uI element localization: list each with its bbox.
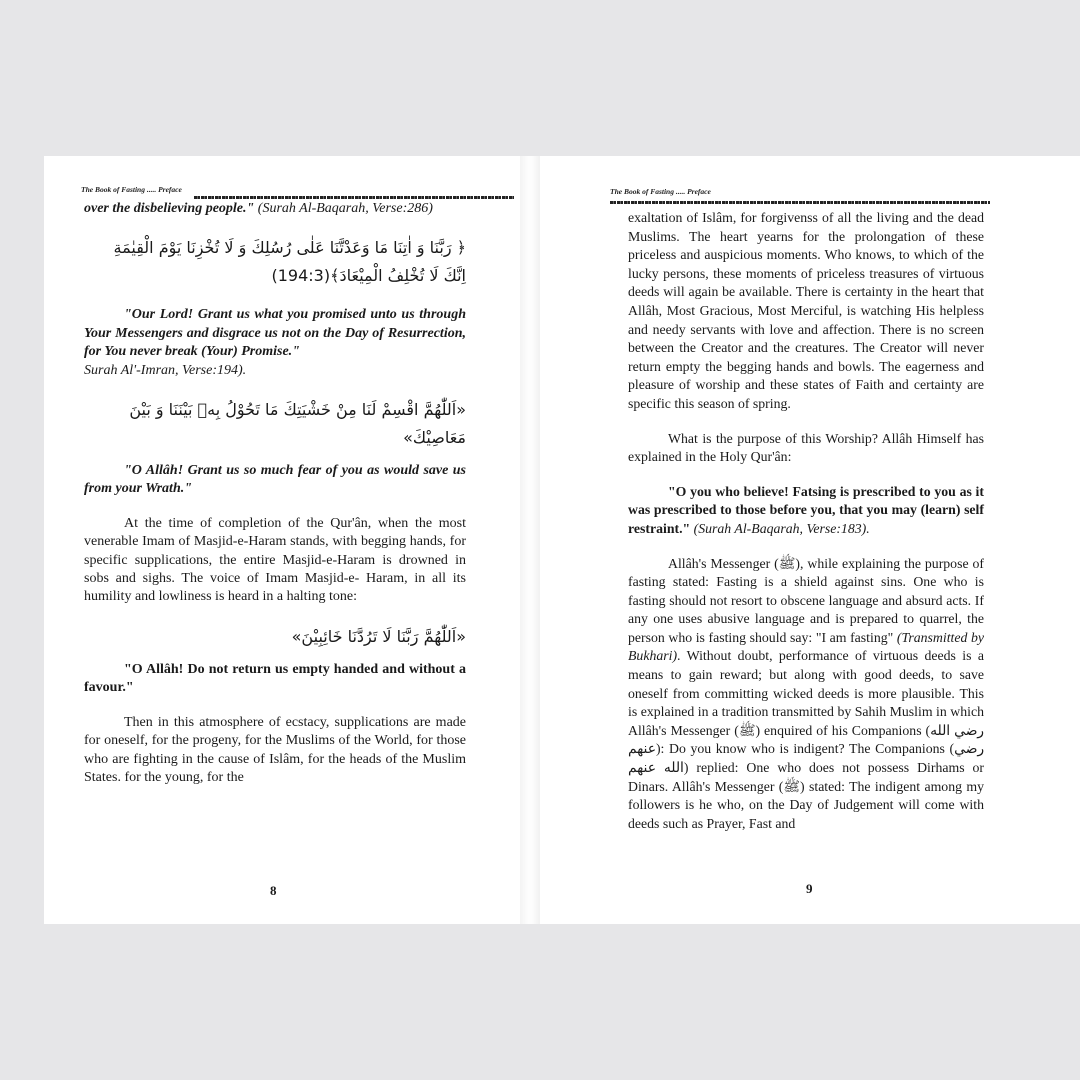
arabic-verse-line-1: ﴿ رَبَّنَا وَ اٰتِنَا مَا وَعَدْتَّنَا عَلٰى رُسُلِكَ وَ لَا تُخْزِنَا يَوْمَ الْقِيٰمَةِ bbox=[113, 238, 466, 258]
book-spread bbox=[44, 156, 1080, 924]
header-ornament bbox=[194, 196, 514, 199]
arabic-supplication-2: «اَللّٰهُمَّ رَبَّنَا لَا تَرُدَّنَا خَائِبِيْنَ» bbox=[291, 626, 466, 646]
left-page bbox=[44, 156, 520, 924]
translation-1: "Our Lord! Grant us what you promised unto us through Your Messengers and disgrace us not on the Day of Resurrection, for You never break (Your) Promise." bbox=[84, 307, 466, 360]
arabic-supplication-1: «اَللّٰهُمَّ اقْسِمْ لَنَا مِنْ خَشْيَتِكَ مَا تَحُوْلُ بِهٖ بَيْنَنَا وَ بَيْنَ مَعَاصِيْكَ» bbox=[129, 400, 466, 448]
left-page-body bbox=[84, 200, 466, 787]
continuation-line: over the disbelieving people." (Surah Al-Baqarah, Verse:286) bbox=[84, 201, 433, 216]
paragraph-2: What is the purpose of this Worship? Allâh Himself has explained in the Holy Qur'ân: bbox=[628, 430, 984, 465]
right-page bbox=[540, 156, 1080, 924]
paragraph-2: Then in this atmosphere of ecstacy, supplications are made for oneself, for the progeny, for the Muslims of the World, for those who are fighting in the cause of Islâm, for the heads of the Muslim States. for the young, for the bbox=[84, 714, 466, 785]
quran-quote: "O you who believe! Fatsing is prescribed to you as it was prescribed to those before you, that you may (learn) self restraint." (Surah Al-Baqarah, Verse:183). bbox=[628, 483, 984, 536]
right-page-body bbox=[628, 209, 984, 833]
paragraph-1: At the time of completion of the Qur'ân, when the most venerable Imam of Masjid-e-Haram stands, with begging hands, for specific supplications, the entire Masjid-e-Haram is drowned in sobs and sighs. The voice of Imam Masjid-e- Haram, in all its humility and lowliness is heard in a halting tone: bbox=[84, 515, 466, 605]
translation-3: "O Allâh! Do not return us empty handed and without a favour." bbox=[84, 661, 466, 696]
header-ornament bbox=[610, 201, 990, 204]
page-number: 9 bbox=[806, 881, 813, 896]
paragraph-3: Allâh's Messenger (ﷺ), while explaining the purpose of fasting stated: Fasting is a shield against sins. One who is fasting should not resort to obscene language and absurd acts. If any one uses abusive language and is prepared to quarrel, the person who is fasting should say: "I am fasting" (Transmitted by Bukhari). Without doubt, performance of virtuous deeds is a means to gain reward; but along with good deeds, to save oneself from committing wicked deeds is more plausible. This is explained in a tradition transmitted by Sahih Muslim in which Allâh's Messenger (ﷺ) enquired of his Companions (رضي الله عنهم): Do you know who is indigent? The Companions (رضي الله عنهم) replied: One who does not possess Dirhams or Dinars. Allâh's Messenger (ﷺ) stated: The indigent among my followers is he who, on the Day of Judgement will come with deeds such as Prayer, Fast and bbox=[628, 555, 985, 831]
running-head: The Book of Fasting ..... Preface bbox=[610, 187, 711, 196]
translation-2: "O Allâh! Grant us so much fear of you as would save us from your Wrath." bbox=[84, 463, 466, 497]
running-head: The Book of Fasting ..... Preface bbox=[81, 185, 182, 194]
translation-1-reference: Surah Al'-Imran, Verse:194). bbox=[84, 362, 247, 378]
arabic-verse-line-2: اِنَّكَ لَا تُخْلِفُ الْمِيْعَادَ﴾(194:3) bbox=[271, 266, 466, 286]
paragraph-1: exaltation of Islâm, for forgivenss of all the living and the dead Muslims. The heart yearns for the prolongation of these priceless and auspicious moments. Who knows, to which of the lucky persons, these moments of priceless treasures of virtuous deeds will again be available. There is certainty in the heart that Allâh, Most Gracious, Most Merciful, is watching His helpless and needy servants with love and affection. There is no screen between the Creator and the creatures. The Creator will never return empty the begging hands and bowls. The eagerness and pleasure of worship and these states of Faith and certainty are specific this season of spring. bbox=[628, 210, 984, 411]
book-gutter bbox=[520, 156, 540, 924]
page-number: 8 bbox=[270, 883, 277, 898]
